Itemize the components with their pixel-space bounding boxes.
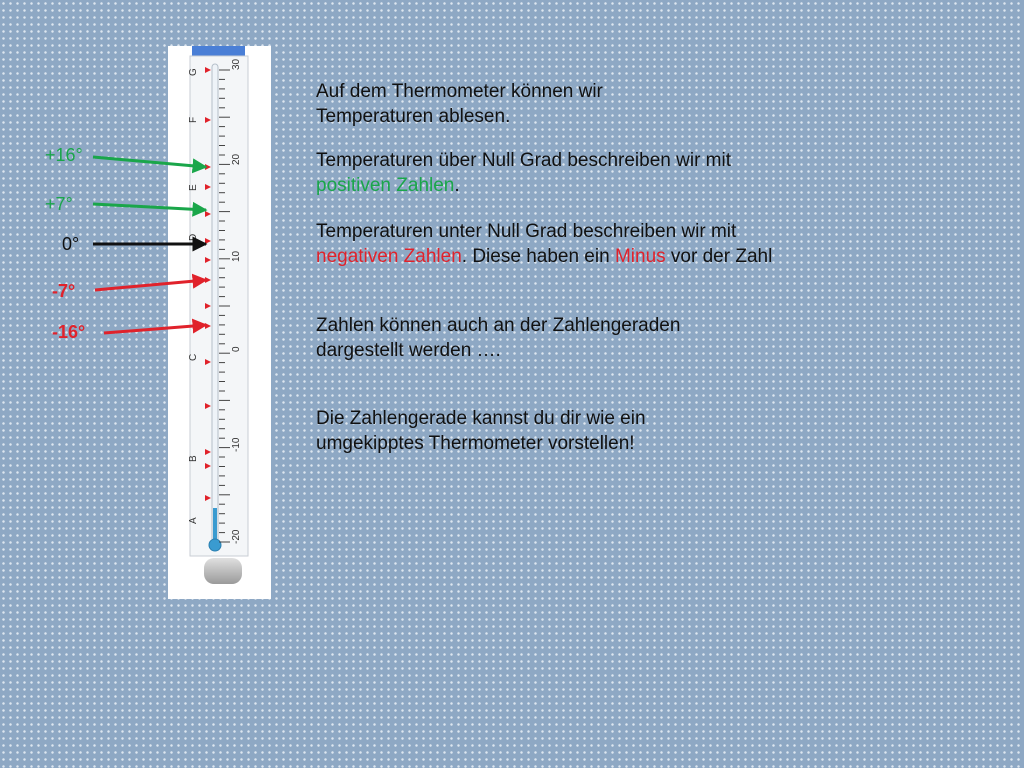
paragraph-tipped-thermometer-line1: Die Zahlengerade kannst du dir wie ein — [316, 408, 646, 429]
letter-e: E — [188, 184, 199, 191]
paragraph-positive-end: . — [454, 175, 460, 196]
paragraph-number-line-line2: dargestellt werden …. — [316, 340, 501, 361]
scale-label-minus20: -20 — [231, 529, 242, 544]
paragraph-negative-mid: . Diese haben ein — [461, 246, 615, 267]
letter-d: D — [188, 233, 199, 241]
minus-highlight: Minus — [614, 246, 666, 267]
label-minus16: -16° — [52, 322, 86, 342]
letter-g: G — [188, 68, 199, 76]
positive-numbers-highlight: positiven Zahlen — [316, 175, 455, 196]
paragraph-negative-line2 — [316, 244, 772, 269]
paragraph-negative-line1: Temperaturen unter Null Grad beschreiben wir mit — [316, 221, 737, 242]
paragraph-tipped-thermometer — [316, 406, 646, 456]
scale-label-10: 10 — [231, 250, 242, 262]
label-plus7: +7° — [45, 194, 73, 214]
negative-numbers-highlight: negativen Zahlen — [316, 246, 462, 267]
scale-label-minus10: -10 — [231, 437, 242, 452]
arrow-plus7 — [93, 204, 206, 210]
paragraph-number-line — [316, 313, 680, 363]
label-plus16: +16° — [45, 145, 83, 165]
scale-label-20: 20 — [231, 153, 242, 165]
arrow-minus7 — [95, 280, 206, 290]
paragraph-intro — [316, 79, 603, 129]
letter-b: B — [188, 455, 199, 462]
arrow-plus16 — [93, 157, 206, 167]
paragraph-positive-line1: Temperaturen über Null Grad beschreiben wir mit — [316, 150, 732, 171]
scale-label-0: 0 — [231, 346, 242, 352]
label-zero: 0° — [62, 234, 80, 254]
paragraph-intro-line1: Auf dem Thermometer können wir — [316, 81, 603, 102]
letter-a: A — [188, 517, 199, 524]
letter-f: F — [188, 116, 199, 123]
arrow-minus16 — [104, 325, 206, 333]
paragraph-tipped-thermometer-line2: umgekipptes Thermometer vorstellen! — [316, 433, 635, 454]
paragraph-negative — [316, 219, 772, 269]
scale-label-30: 30 — [231, 58, 242, 70]
paragraph-negative-end: vor der Zahl — [665, 246, 773, 267]
paragraph-intro-line2: Temperaturen ablesen. — [316, 106, 511, 127]
paragraph-number-line-line1: Zahlen können auch an der Zahlengeraden — [316, 315, 681, 336]
letter-c: C — [188, 353, 199, 361]
label-minus7: -7° — [52, 281, 76, 301]
paragraph-positive — [316, 148, 731, 198]
paragraph-positive-line2 — [316, 173, 731, 198]
